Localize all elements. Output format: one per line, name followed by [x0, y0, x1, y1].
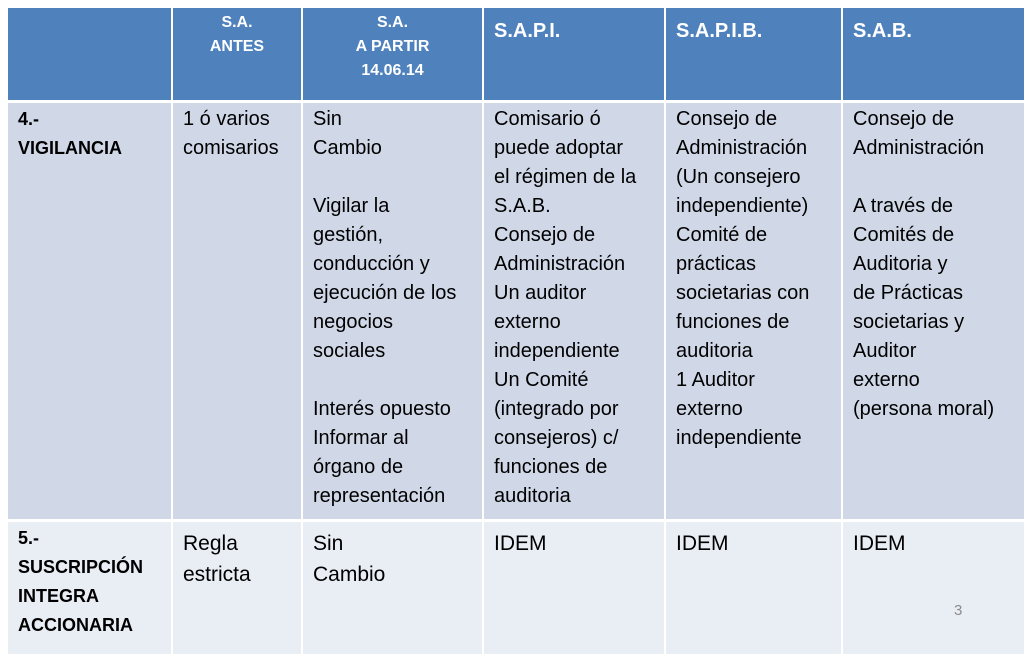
text-line: independiente: [676, 427, 802, 449]
header-sa-antes-line: ANTES: [209, 38, 265, 55]
text-line: Administración: [494, 253, 626, 275]
text-line: puede adoptar: [494, 137, 624, 159]
text-line: externo: [676, 398, 743, 420]
text-line: societarias con: [676, 282, 810, 304]
text-line: auditoria: [676, 340, 753, 362]
line-gap: [313, 163, 476, 192]
text-line: Auditor: [853, 340, 917, 362]
text-line: Un Comité: [494, 369, 589, 391]
cell-suscripcion-sapi: [484, 522, 664, 654]
cell-text: IDEM: [853, 532, 906, 555]
header-sapi: S.A.P.I.: [484, 8, 664, 100]
text-line: Consejo de: [676, 108, 778, 130]
cell-text: IDEM: [676, 532, 729, 555]
text-line: consejeros) c/: [494, 427, 619, 449]
header-sa-partir-line: 14.06.14: [361, 62, 424, 79]
text-line: ACCIONARIA: [18, 615, 133, 635]
text-line: Administración: [853, 137, 985, 159]
text-line: estricta: [183, 563, 251, 586]
text-line: VIGILANCIA: [18, 138, 123, 158]
text-line: prácticas: [676, 253, 757, 275]
text-line: S.A.B.: [494, 195, 551, 217]
cell-suscripcion-sab: [843, 522, 1024, 654]
text-line: Interés opuesto: [313, 398, 451, 420]
header-sa-antes: [173, 8, 301, 100]
cell-suscripcion-sa-antes: [173, 522, 301, 654]
text-line: Informar al: [313, 427, 409, 449]
text-line: (persona moral): [853, 398, 995, 420]
text-line: comisarios: [183, 137, 279, 159]
text-line: Administración: [676, 137, 808, 159]
cell-vigilancia-sa-partir: [303, 103, 482, 519]
text-line: independiente: [494, 340, 620, 362]
text-line: 1 Auditor: [676, 369, 755, 391]
text-line: Consejo de: [494, 224, 596, 246]
text-line: funciones de: [676, 311, 790, 333]
text-line: externo: [853, 369, 920, 391]
text-line: (Un consejero: [676, 166, 801, 188]
header-sa-partir: [303, 8, 482, 100]
text-line: conducción y: [313, 253, 430, 275]
text-line: Comité de: [676, 224, 768, 246]
text-line: INTEGRA: [18, 586, 99, 606]
header-blank: [8, 8, 171, 100]
cell-vigilancia-sapib: [666, 103, 841, 519]
row-label-suscripcion: [8, 522, 171, 654]
text-line: Cambio: [313, 563, 386, 586]
text-line: Consejo de: [853, 108, 955, 130]
header-sapib: S.A.P.I.B.: [666, 8, 841, 100]
row-label-vigilancia: [8, 103, 171, 519]
text-line: Auditoria y: [853, 253, 948, 275]
text-line: gestión,: [313, 224, 384, 246]
text-line: el régimen de la: [494, 166, 637, 188]
text-line: (integrado por: [494, 398, 619, 420]
text-line: de Prácticas: [853, 282, 964, 304]
text-line: Cambio: [313, 137, 382, 159]
text-line: órgano de: [313, 456, 404, 478]
text-line: A través de: [853, 195, 954, 217]
text-line: independiente): [676, 195, 809, 217]
text-line: Comités de: [853, 224, 955, 246]
header-sa-partir-line: S.A.: [376, 14, 409, 31]
text-line: 4.-: [18, 109, 40, 129]
text-line: negocios: [313, 311, 394, 333]
cell-vigilancia-sapi: [484, 103, 664, 519]
slide-number: 3: [954, 602, 963, 619]
header-sab: S.A.B.: [843, 8, 1024, 100]
text-line: sociales: [313, 340, 386, 362]
cell-suscripcion-sapib: [666, 522, 841, 654]
cell-suscripcion-sa-partir: [303, 522, 482, 654]
text-line: externo: [494, 311, 561, 333]
text-line: Un auditor: [494, 282, 587, 304]
header-sa-partir-line: A PARTIR: [355, 38, 430, 55]
comparison-table: [8, 8, 1020, 654]
text-line: funciones de: [494, 456, 608, 478]
text-line: Regla: [183, 532, 238, 555]
text-line: Sin: [313, 532, 344, 555]
line-gap: [313, 366, 476, 395]
text-line: 1 ó varios: [183, 108, 270, 130]
cell-text: IDEM: [494, 532, 547, 555]
cell-vigilancia-sab: [843, 103, 1024, 519]
cell-vigilancia-sa-antes: [173, 103, 301, 519]
text-line: Comisario ó: [494, 108, 601, 130]
text-line: ejecución de los: [313, 282, 457, 304]
line-gap: [853, 163, 1018, 192]
text-line: representación: [313, 485, 446, 507]
text-line: Sin: [313, 108, 342, 130]
text-line: societarias y: [853, 311, 965, 333]
text-line: Vigilar la: [313, 195, 390, 217]
text-line: SUSCRIPCIÓN: [18, 557, 144, 577]
text-line: 5.-: [18, 528, 40, 548]
text-line: auditoria: [494, 485, 571, 507]
header-sa-antes-line: S.A.: [221, 14, 253, 31]
